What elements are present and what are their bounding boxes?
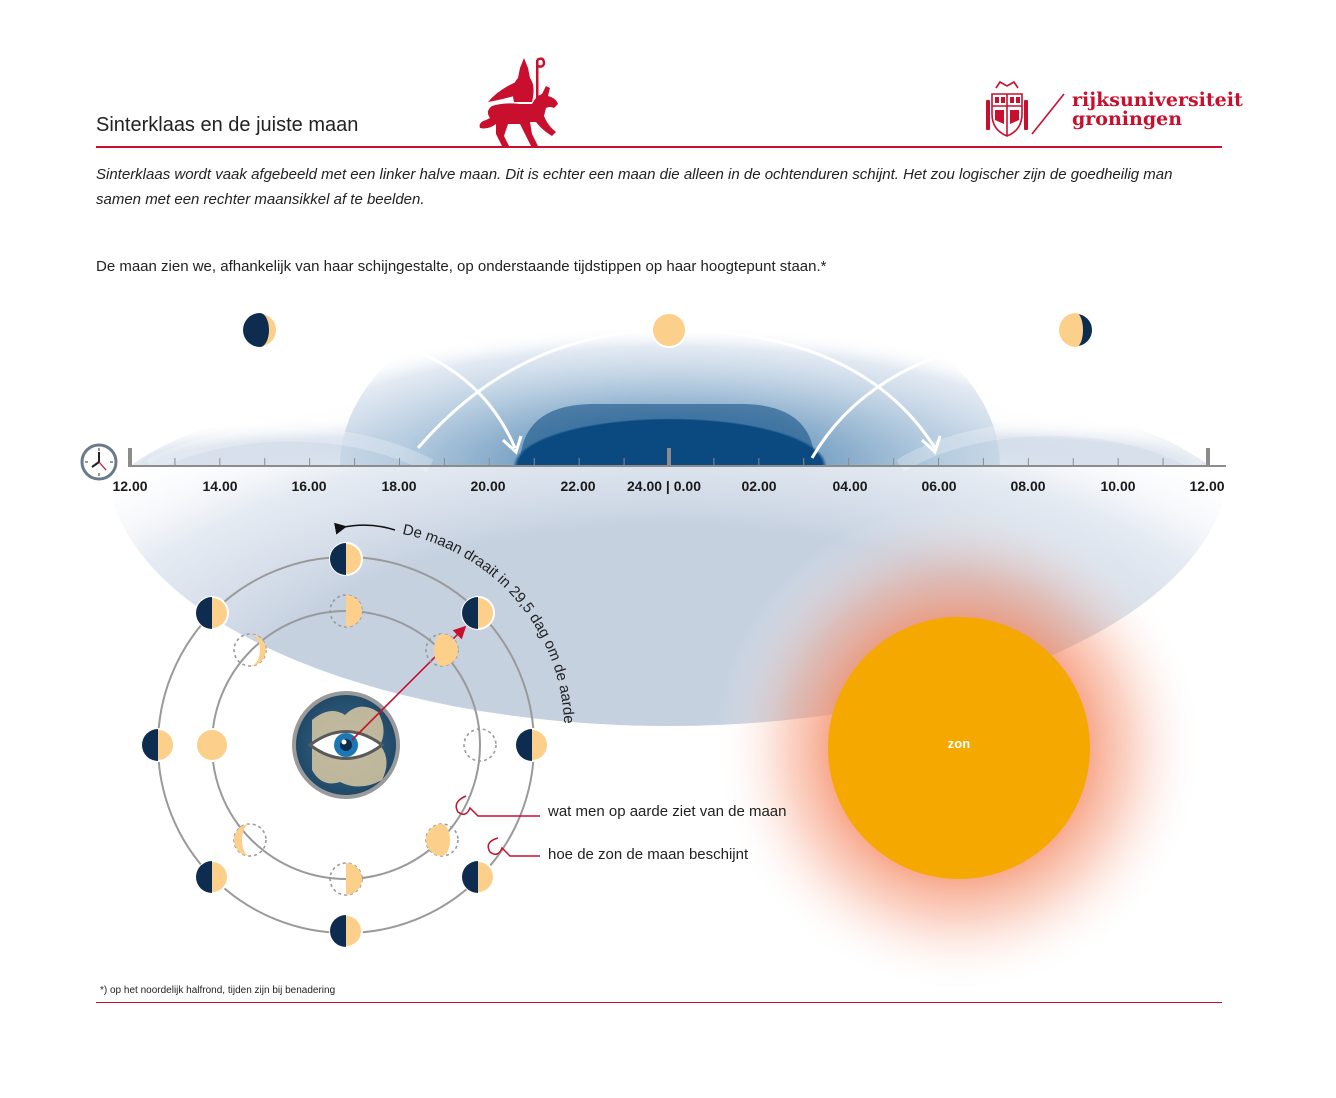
crescent-moon-icon bbox=[566, 66, 580, 92]
legend-seen-from-earth: wat men op aarde ziet van de maan bbox=[548, 803, 787, 820]
intro-text: Sinterklaas wordt vaak afgebeeld met een linker halve maan. Dit is echter een maan die alleen in de ochtenduren schijnt. Het zou logischer zijn de goedheilig man samen met een rechter maansikkel af te beelden. bbox=[96, 166, 1173, 208]
page-title: Sinterklaas en de juiste maan bbox=[96, 114, 359, 136]
tick-label: 18.00 bbox=[381, 478, 417, 494]
tick-label: 08.00 bbox=[1010, 478, 1046, 494]
moon-full-icon bbox=[652, 313, 686, 347]
university-name-line2: groningen bbox=[1072, 108, 1183, 130]
timeline-subtitle: De maan zien we, afhankelijk van haar schijngestalte, op onderstaande tijdstippen op haar hoogtepunt staan.* bbox=[96, 258, 827, 275]
tick-label: 04.00 bbox=[832, 478, 868, 494]
tick-label: 06.00 bbox=[921, 478, 957, 494]
sinterklaas-horse-icon bbox=[470, 56, 610, 156]
footnote: *) op het noordelijk halfrond, tijden zijn bij benadering bbox=[100, 985, 336, 996]
header-rule bbox=[96, 146, 1222, 148]
clock-icon bbox=[80, 443, 118, 481]
tick-label: 16.00 bbox=[291, 478, 327, 494]
university-crest-icon bbox=[984, 80, 1030, 140]
tick-label: 24.00 | 0.00 bbox=[627, 478, 701, 494]
tick-label: 10.00 bbox=[1100, 478, 1136, 494]
orbit-caption: De maan draait in 29,5 dag om de aarde bbox=[401, 521, 578, 725]
tick-label: 12.00 bbox=[1189, 478, 1225, 494]
tick-label: 02.00 bbox=[741, 478, 777, 494]
footer-rule bbox=[96, 1002, 1222, 1003]
university-name-line1: rijksuniversiteit bbox=[1072, 89, 1243, 111]
timeline-moons bbox=[0, 280, 1336, 380]
tick-label: 14.00 bbox=[202, 478, 238, 494]
tick-label: 20.00 bbox=[470, 478, 506, 494]
moon-last-quarter-icon bbox=[1059, 313, 1093, 347]
tick-label: 22.00 bbox=[560, 478, 596, 494]
legend-lit-by-sun: hoe de zon de maan beschijnt bbox=[548, 846, 749, 863]
university-slash bbox=[1028, 90, 1068, 138]
tick-label: 12.00 bbox=[112, 478, 148, 494]
sun-label: zon bbox=[947, 736, 971, 751]
moon-first-quarter-icon bbox=[243, 313, 277, 347]
orbit-diagram bbox=[120, 510, 680, 990]
